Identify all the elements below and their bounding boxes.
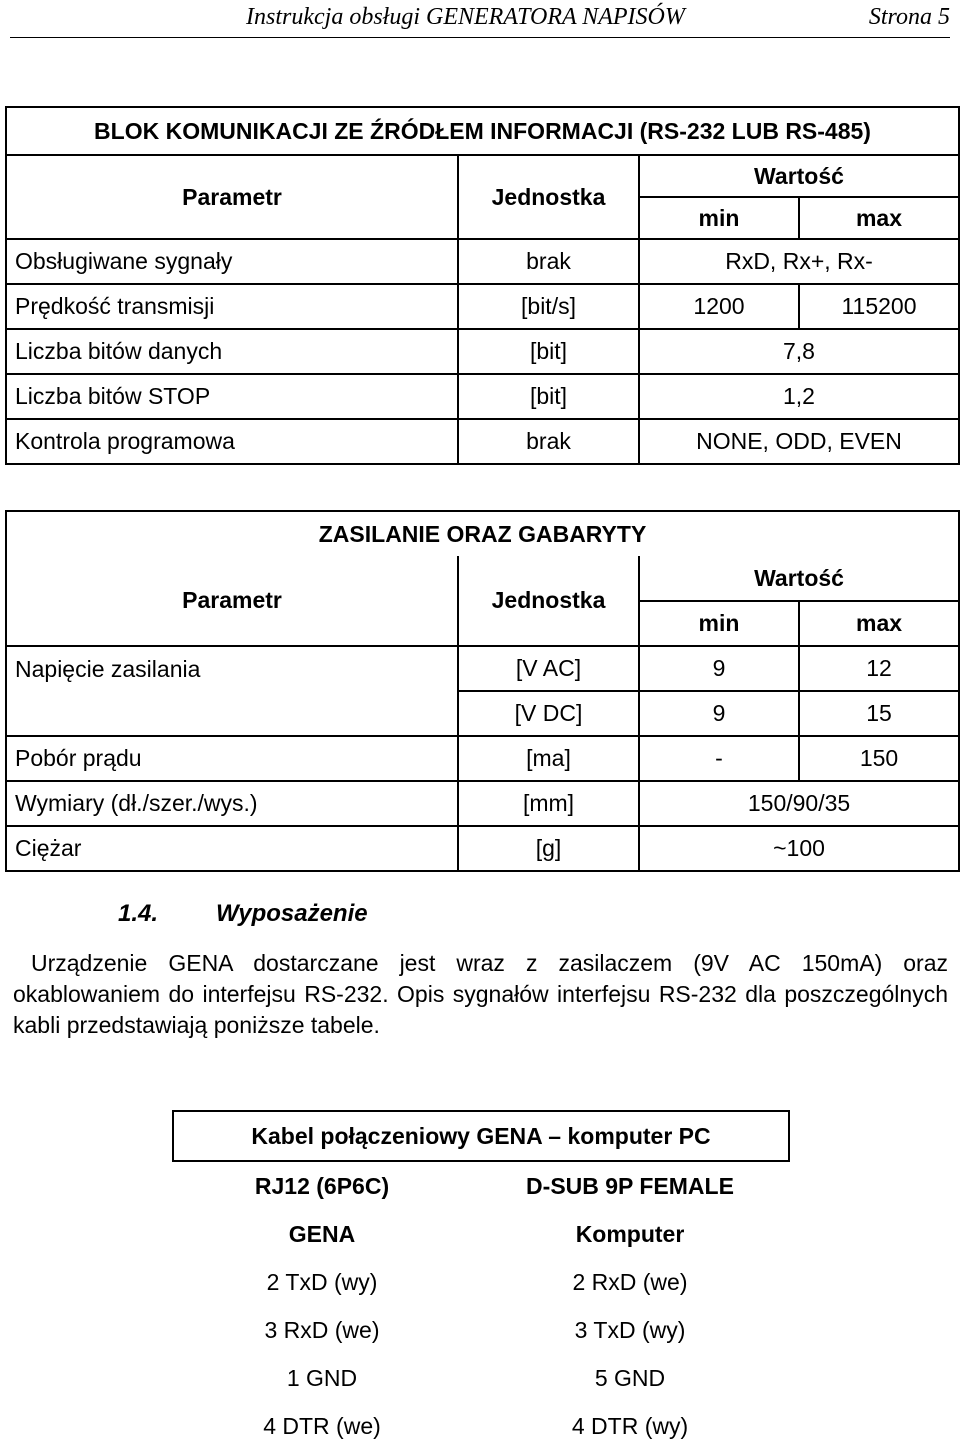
cell-param: Pobór prądu: [6, 736, 458, 781]
cell-right: 5 GND: [594, 1364, 666, 1391]
cell-min: 9: [639, 691, 799, 736]
cable-table-title: Kabel połączeniowy GENA – komputer PC: [173, 1111, 789, 1161]
cell-right: 2 RxD (we): [572, 1268, 688, 1295]
cell-unit: brak: [458, 419, 639, 464]
table-row: [173, 1354, 789, 1402]
cell-unit: [g]: [458, 826, 639, 871]
table-row: [6, 736, 959, 781]
comm-col-max: max: [799, 197, 959, 239]
cell-param: Napięcie zasilania: [6, 646, 458, 691]
table-row: [6, 329, 959, 374]
cell-max: 115200: [799, 284, 959, 329]
section-number: 1.4.: [118, 900, 159, 927]
table-row: [173, 1306, 789, 1354]
comm-col-unit: Jednostka: [458, 155, 639, 239]
cell-left: 2 TxD (wy): [266, 1268, 378, 1295]
cell-unit: [bit]: [458, 329, 639, 374]
power-table: [5, 510, 960, 872]
cable-right-head1: D-SUB 9P FEMALE: [526, 1172, 734, 1199]
cell-value: RxD, Rx+, Rx-: [639, 239, 959, 284]
cell-min: -: [639, 736, 799, 781]
page-number: Strona 5: [868, 4, 950, 30]
comm-col-value: Wartość: [639, 155, 959, 197]
cell-param: Wymiary (dł./szer./wys.): [6, 781, 458, 826]
cell-param: Obsługiwane sygnały: [6, 239, 458, 284]
cell-unit: [V AC]: [458, 646, 639, 691]
cell-value: 150/90/35: [639, 781, 959, 826]
cell-param: Liczba bitów danych: [6, 329, 458, 374]
table-row: [6, 691, 959, 736]
cell-unit: [ma]: [458, 736, 639, 781]
table-row: [6, 781, 959, 826]
cell-param: Kontrola programowa: [6, 419, 458, 464]
cell-value: 7,8: [639, 329, 959, 374]
power-table-title: ZASILANIE ORAZ GABARYTY: [6, 511, 959, 556]
cell-left: 4 DTR (we): [263, 1412, 381, 1439]
header-rule: [10, 37, 950, 38]
table-row: [6, 419, 959, 464]
power-col-max: max: [799, 601, 959, 646]
cell-right: 4 DTR (wy): [571, 1412, 689, 1439]
cell-param: Prędkość transmisji: [6, 284, 458, 329]
table-row: [6, 374, 959, 419]
comm-table: [5, 106, 960, 465]
cable-right-head2: Komputer: [575, 1220, 685, 1247]
power-col-min: min: [639, 601, 799, 646]
cell-unit: [mm]: [458, 781, 639, 826]
page-header: [0, 0, 960, 40]
cell-value: NONE, ODD, EVEN: [639, 419, 959, 464]
cell-unit: brak: [458, 239, 639, 284]
cell-unit: [bit/s]: [458, 284, 639, 329]
cable-left-head2: GENA: [288, 1220, 356, 1247]
table-row: [173, 1402, 789, 1450]
power-col-unit: Jednostka: [458, 556, 639, 646]
section-heading: [118, 900, 368, 928]
cell-unit: [V DC]: [458, 691, 639, 736]
cell-param: [6, 691, 458, 736]
cell-param: Ciężar: [6, 826, 458, 871]
table-row: [6, 826, 959, 871]
cell-right: 3 TxD (wy): [574, 1316, 686, 1343]
document-title: Instrukcja obsługi GENERATORA NAPISÓW: [246, 4, 685, 30]
cell-unit: [bit]: [458, 374, 639, 419]
power-col-param: Parametr: [6, 556, 458, 646]
comm-col-min: min: [639, 197, 799, 239]
section-title: Wyposażenie: [216, 900, 368, 927]
cell-left: 3 RxD (we): [264, 1316, 380, 1343]
table-row: [6, 284, 959, 329]
cell-left: 1 GND: [286, 1364, 358, 1391]
cell-max: 12: [799, 646, 959, 691]
body-paragraph: [13, 948, 948, 1041]
cell-max: 150: [799, 736, 959, 781]
cell-value: ~100: [639, 826, 959, 871]
table-row: [6, 239, 959, 284]
cell-value: 1,2: [639, 374, 959, 419]
power-col-value: Wartość: [639, 556, 959, 601]
cell-min: 1200: [639, 284, 799, 329]
comm-table-title: BLOK KOMUNIKACJI ZE ŹRÓDŁEM INFORMACJI (RS-232 LUB RS-485): [6, 107, 959, 155]
cable-left-head1: RJ12 (6P6C): [254, 1172, 390, 1199]
comm-col-param: Parametr: [6, 155, 458, 239]
cell-max: 15: [799, 691, 959, 736]
cable-table: [172, 1110, 790, 1450]
table-row: [6, 646, 959, 691]
cell-param: Liczba bitów STOP: [6, 374, 458, 419]
table-row: [173, 1258, 789, 1306]
cell-min: 9: [639, 646, 799, 691]
paragraph-text: Urządzenie GENA dostarczane jest wraz z zasilaczem (9V AC 150mA) oraz okablowaniem do interfejsu RS-232. Opis sygnałów interfejsu RS-232 dla poszczególnych kabli przedstawiają poniższe tabele.: [13, 950, 948, 1038]
